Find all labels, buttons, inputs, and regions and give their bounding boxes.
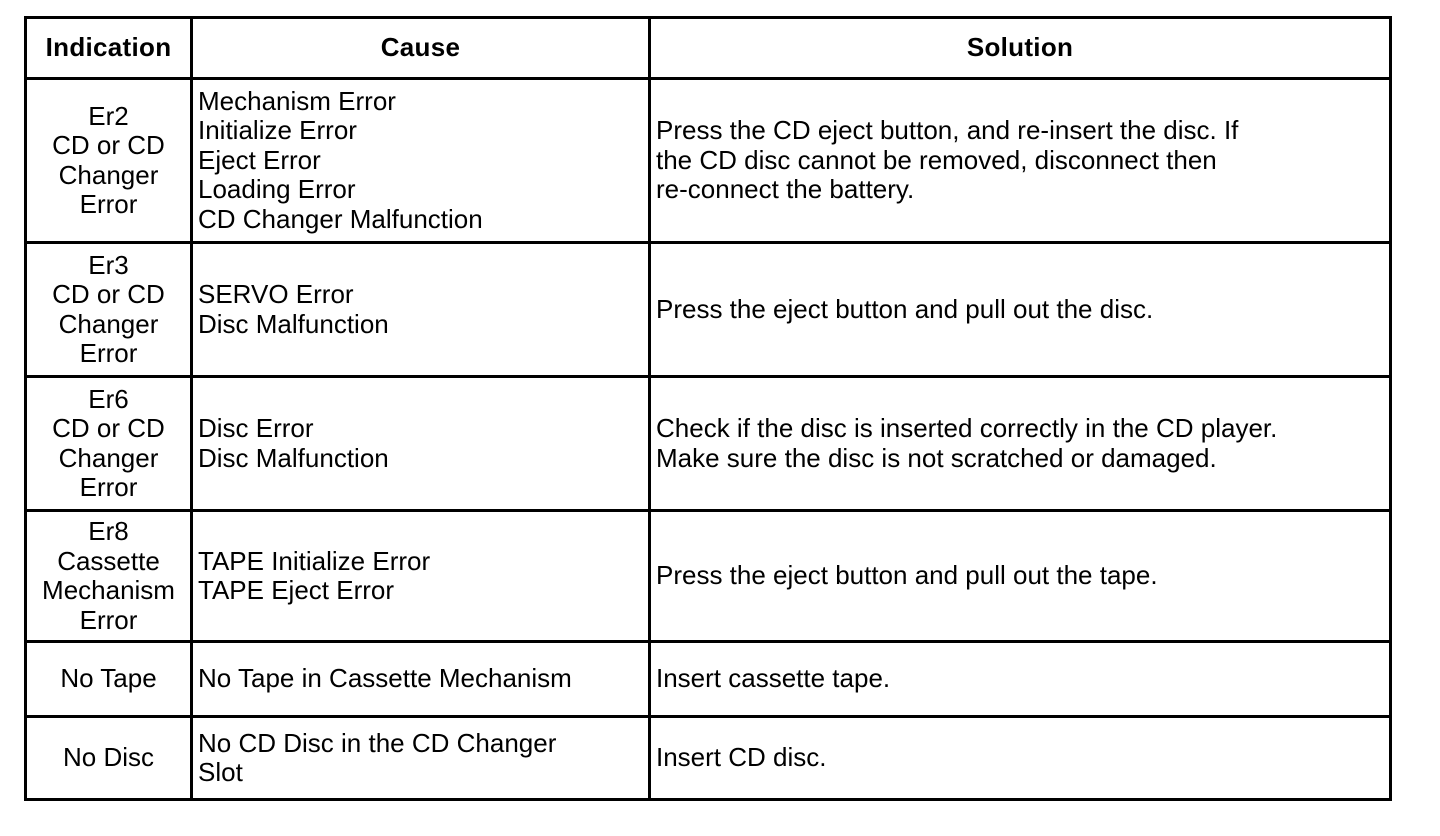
table-row [26, 377, 1391, 511]
cause-cell [192, 377, 650, 511]
cause-line: TAPE Eject Error [198, 575, 395, 605]
indication-line: Cassette [57, 545, 160, 576]
solution-cell [650, 642, 1391, 717]
indication-line: Er6 [88, 383, 129, 414]
indication-line: CD or CD [52, 279, 165, 309]
indication-line: Error [79, 472, 138, 502]
cause-line: Loading Error [198, 174, 356, 205]
cause-line: Slot [198, 757, 243, 787]
table-row [26, 511, 1391, 642]
indication-line: Changer [58, 159, 159, 190]
cause-line: Disc Malfunction [198, 442, 389, 473]
indication-cell [26, 642, 192, 717]
solution-cell [650, 717, 1391, 800]
indication-cell [26, 377, 192, 511]
solution-line: Insert CD disc. [656, 742, 827, 773]
solution-line: Press the CD eject button, and re-insert the disc. If [656, 115, 1239, 146]
cause-cell [192, 511, 650, 642]
header-solution: Solution [650, 18, 1391, 79]
table-header-row [26, 18, 1391, 79]
table-row [26, 79, 1391, 243]
cause-cell [192, 642, 650, 717]
indication-line: No Tape [60, 663, 157, 694]
header-cause: Cause [192, 18, 650, 79]
cause-line: Disc Malfunction [198, 308, 389, 339]
indication-line: Error [79, 604, 138, 635]
solution-line: re-connect the battery. [656, 174, 915, 205]
indication-cell [26, 717, 192, 800]
cause-line: Eject Error [198, 144, 321, 175]
indication-cell [26, 243, 192, 377]
cause-line: Mechanism Error [198, 85, 396, 116]
cause-line: TAPE Initialize Error [198, 545, 431, 576]
cause-cell [192, 79, 650, 243]
indication-line: Er2 [88, 100, 129, 131]
solution-line: Press the eject button and pull out the disc. [656, 293, 1154, 324]
indication-line: Er3 [88, 249, 129, 280]
error-indication-table [24, 16, 1392, 801]
solution-line: Check if the disc is inserted correctly in the CD player. [656, 413, 1278, 443]
table-row [26, 642, 1391, 717]
indication-line: CD or CD [52, 130, 165, 160]
indication-line: No Disc [62, 742, 154, 773]
solution-line: Insert cassette tape. [656, 663, 891, 694]
cause-line: Disc Error [198, 413, 314, 443]
indication-line: Changer [58, 308, 159, 339]
solution-cell [650, 511, 1391, 642]
cause-cell [192, 717, 650, 800]
indication-line: Er8 [88, 516, 129, 546]
table-row [26, 243, 1391, 377]
header-indication: Indication [26, 18, 192, 79]
indication-cell [26, 79, 192, 243]
cause-line: No Tape in Cassette Mechanism [198, 663, 572, 694]
indication-line: Changer [58, 442, 159, 473]
cause-line: Initialize Error [198, 115, 357, 146]
indication-line: CD or CD [52, 413, 165, 443]
indication-cell [26, 511, 192, 642]
indication-line: Error [79, 189, 138, 219]
cause-line: SERVO Error [198, 279, 354, 309]
table-row [26, 717, 1391, 800]
solution-cell [650, 243, 1391, 377]
solution-cell [650, 79, 1391, 243]
indication-line: Mechanism [42, 575, 175, 605]
solution-line: the CD disc cannot be removed, disconnect then [656, 144, 1217, 175]
indication-line: Error [79, 338, 138, 368]
cause-line: CD Changer Malfunction [198, 203, 483, 234]
cause-cell [192, 243, 650, 377]
solution-line: Make sure the disc is not scratched or damaged. [656, 442, 1217, 473]
solution-line: Press the eject button and pull out the tape. [656, 560, 1158, 591]
solution-cell [650, 377, 1391, 511]
cause-line: No CD Disc in the CD Changer [198, 727, 557, 758]
